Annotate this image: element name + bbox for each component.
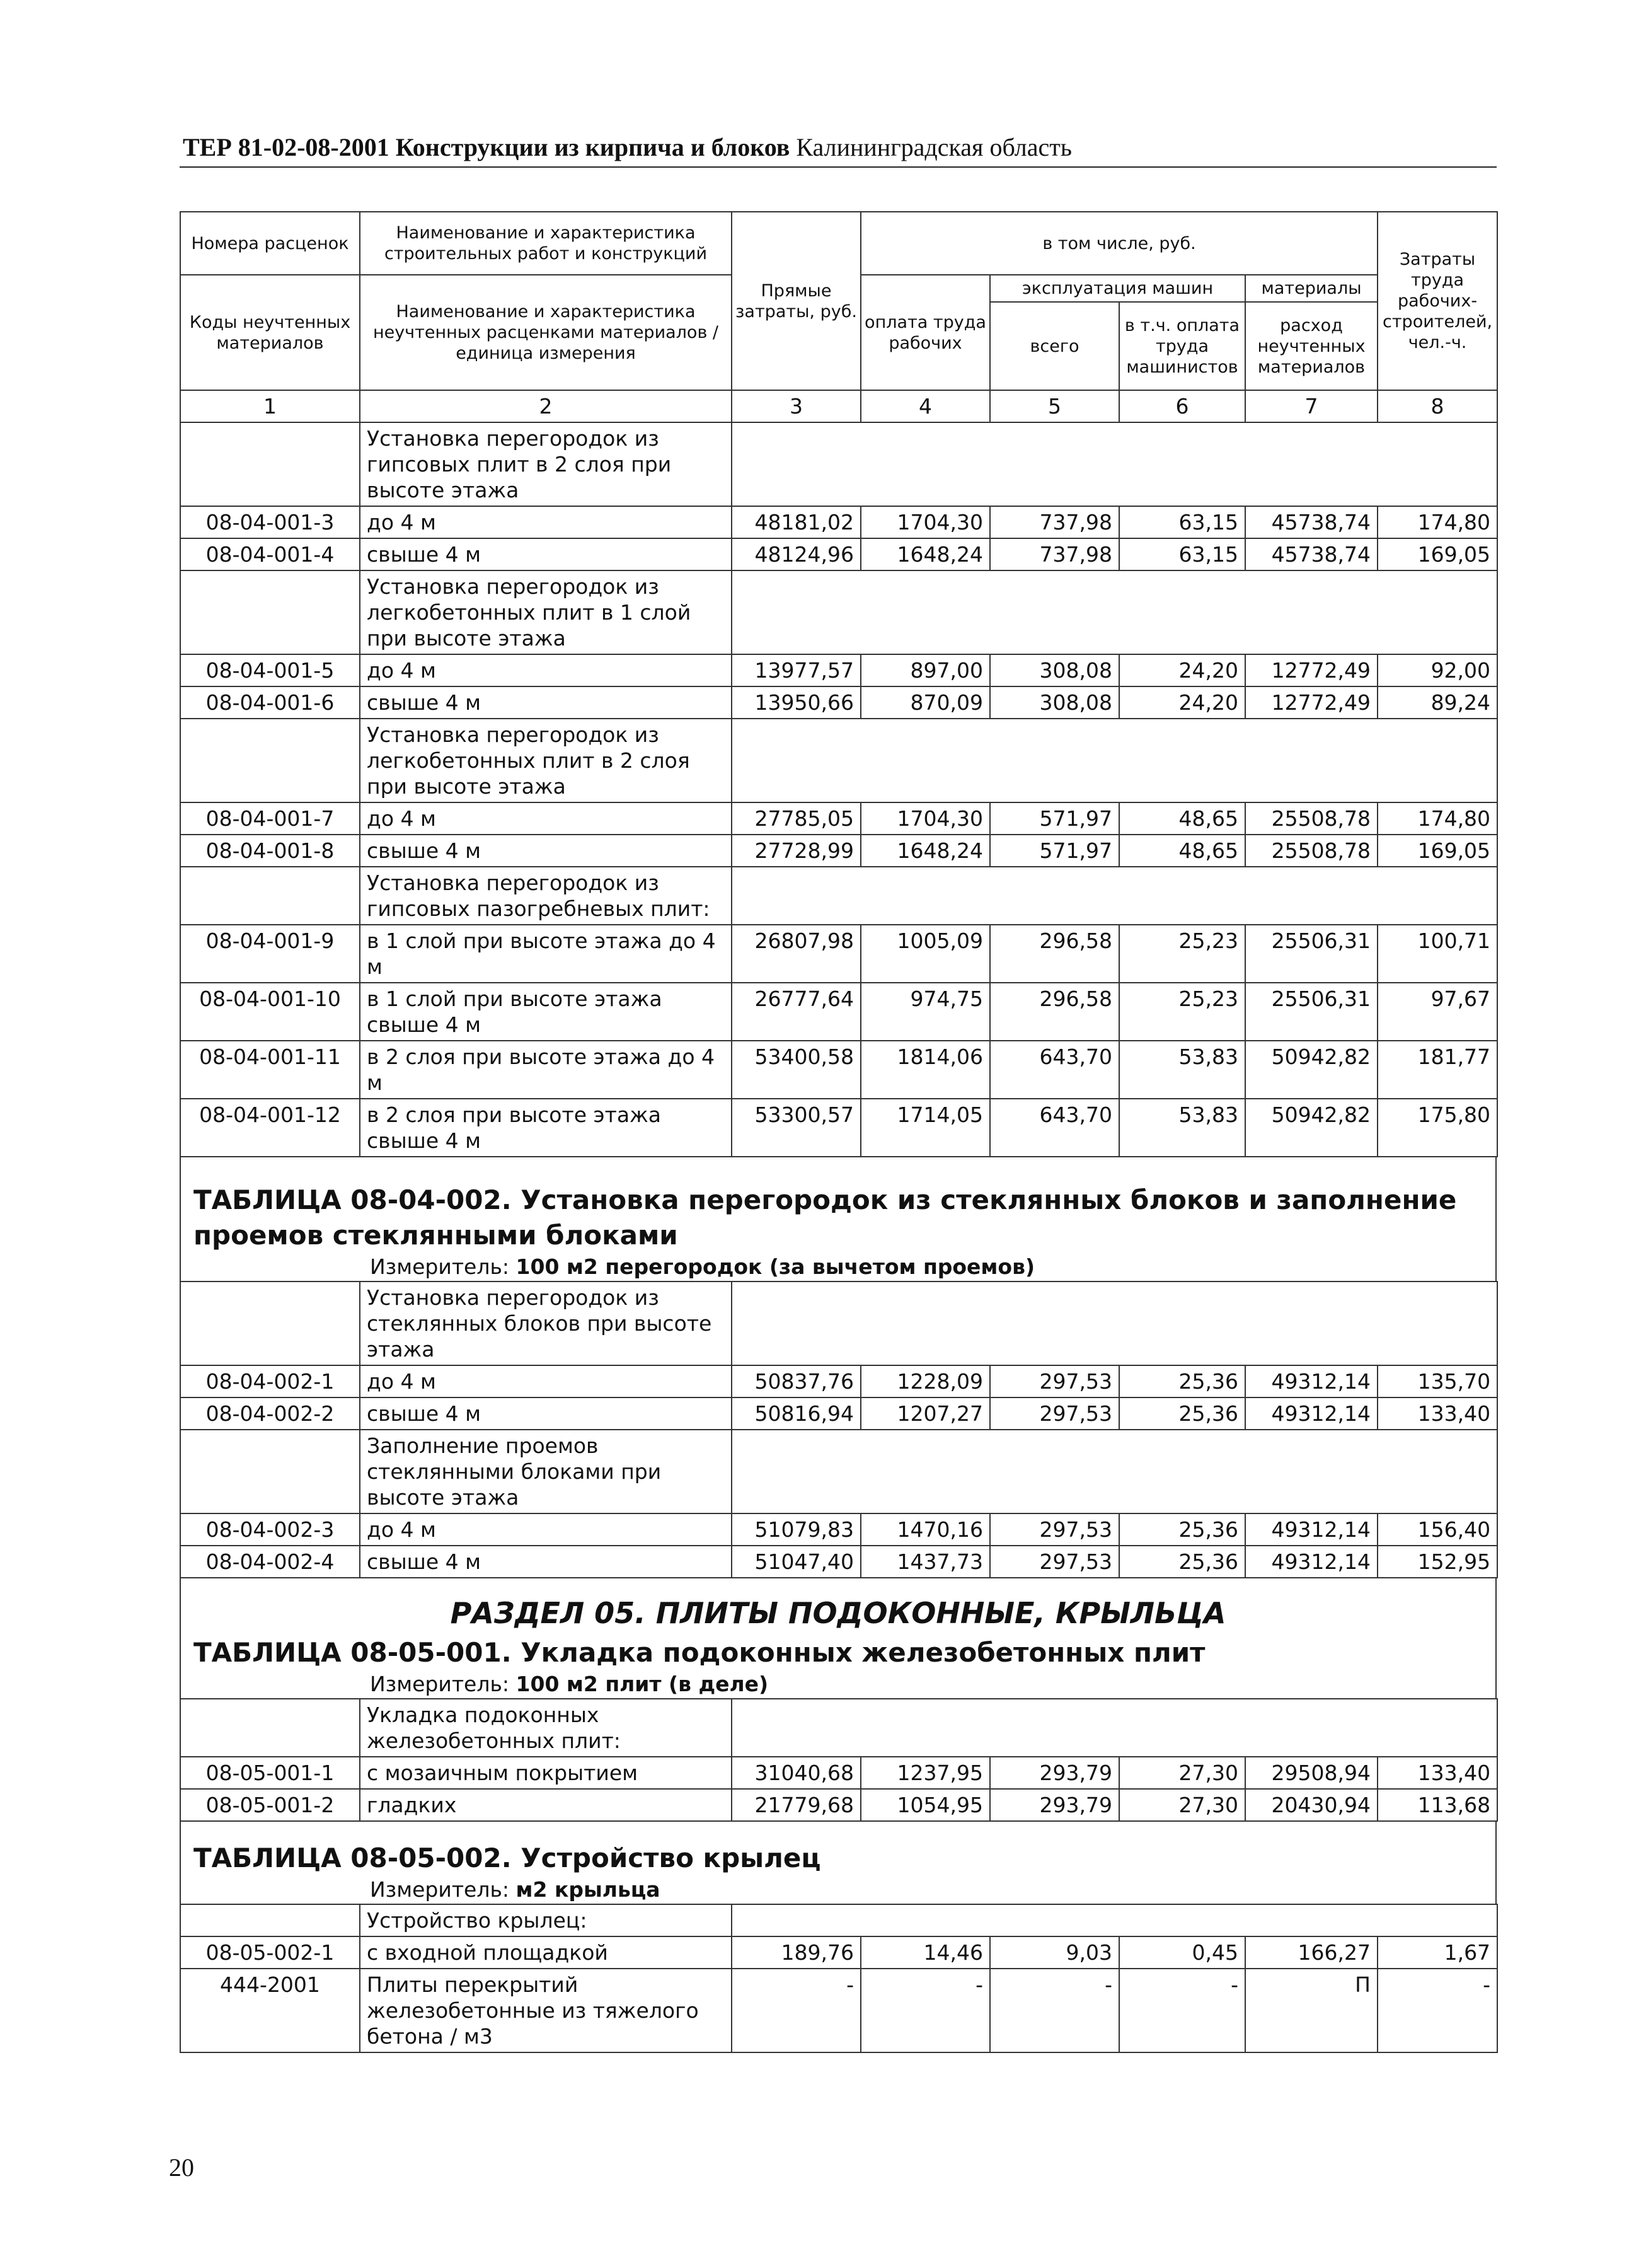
table-row bbox=[180, 802, 1497, 835]
rate-name: с мозаичным покрытием bbox=[360, 1757, 732, 1789]
rate-value: 25506,31 bbox=[1245, 983, 1378, 1041]
table-row bbox=[180, 835, 1497, 867]
group-filler-cell bbox=[732, 1904, 1497, 1936]
table-row bbox=[180, 506, 1497, 538]
group-code-cell bbox=[180, 1904, 360, 1936]
rate-code: 444-2001 bbox=[180, 1969, 360, 2052]
col4-header: оплата труда рабочих bbox=[861, 275, 990, 390]
col8-header: Затраты труда рабочих-строителей, чел.-ч. bbox=[1378, 212, 1497, 390]
rate-value: 296,58 bbox=[990, 925, 1119, 983]
rate-name: свыше 4 м bbox=[360, 1546, 732, 1578]
rate-code: 08-05-001-1 bbox=[180, 1757, 360, 1789]
measure-value: м2 крыльца bbox=[515, 1877, 660, 1902]
rate-name: свыше 4 м bbox=[360, 686, 732, 719]
table-08-05-001 bbox=[180, 1698, 1498, 1822]
rate-value: 49312,14 bbox=[1245, 1513, 1378, 1546]
rate-value: 1704,30 bbox=[861, 506, 990, 538]
rate-value: 51047,40 bbox=[732, 1546, 861, 1578]
table-08-04-001-body bbox=[180, 422, 1497, 1157]
rate-value: 25,36 bbox=[1119, 1397, 1245, 1430]
rate-value: 31040,68 bbox=[732, 1757, 861, 1789]
group-filler-cell bbox=[732, 1430, 1497, 1513]
group-code-cell bbox=[180, 867, 360, 925]
table-row bbox=[180, 1757, 1497, 1789]
group-title: Установка перегородок из легкобетонных плит в 2 слоя при высоте этажа bbox=[360, 719, 732, 802]
rate-value: 156,40 bbox=[1378, 1513, 1497, 1546]
group-filler-cell bbox=[732, 422, 1497, 506]
rate-value: 49312,14 bbox=[1245, 1365, 1378, 1397]
rate-value: 152,95 bbox=[1378, 1546, 1497, 1578]
header-region: Калининградская область bbox=[796, 133, 1072, 161]
group-code-cell bbox=[180, 719, 360, 802]
rate-code: 08-04-001-8 bbox=[180, 835, 360, 867]
header-code: ТЕР 81-02-08-2001 bbox=[183, 133, 389, 161]
rate-value: 53300,57 bbox=[732, 1099, 861, 1157]
table-row bbox=[180, 1365, 1497, 1397]
rate-value: 29508,94 bbox=[1245, 1757, 1378, 1789]
rate-value: 26777,64 bbox=[732, 983, 861, 1041]
rate-value: 12772,49 bbox=[1245, 686, 1378, 719]
rate-value: 48124,96 bbox=[732, 538, 861, 570]
col2-top-header: Наименование и характеристика строительных работ и конструкций bbox=[360, 212, 732, 275]
materials-header: материалы bbox=[1245, 275, 1378, 302]
table-08-05-002-heading bbox=[180, 1822, 1497, 1904]
rate-name: в 2 слоя при высоте этажа свыше 4 м bbox=[360, 1099, 732, 1157]
rate-value: 293,79 bbox=[990, 1757, 1119, 1789]
rate-value: 1054,95 bbox=[861, 1789, 990, 1821]
rate-value: - bbox=[1119, 1969, 1245, 2052]
header-title: Конструкции из кирпича и блоков bbox=[395, 133, 790, 161]
rate-value: 51079,83 bbox=[732, 1513, 861, 1546]
rate-value: 25506,31 bbox=[1245, 925, 1378, 983]
rate-code: 08-05-002-1 bbox=[180, 1936, 360, 1969]
rate-value: 13950,66 bbox=[732, 686, 861, 719]
rate-value: 308,08 bbox=[990, 686, 1119, 719]
rate-value: 24,20 bbox=[1119, 686, 1245, 719]
group-header-row bbox=[180, 1904, 1497, 1936]
rate-value: 25508,78 bbox=[1245, 835, 1378, 867]
rate-value: 974,75 bbox=[861, 983, 990, 1041]
rate-value: 135,70 bbox=[1378, 1365, 1497, 1397]
rate-value: 48,65 bbox=[1119, 835, 1245, 867]
rate-name: с входной площадкой bbox=[360, 1936, 732, 1969]
col-number: 4 bbox=[861, 390, 990, 422]
rate-name: в 1 слой при высоте этажа до 4 м bbox=[360, 925, 732, 983]
table-row bbox=[180, 1099, 1497, 1157]
rate-value: 643,70 bbox=[990, 1099, 1119, 1157]
rate-value: 1,67 bbox=[1378, 1936, 1497, 1969]
table-08-04-002-heading bbox=[180, 1183, 1497, 1281]
rate-value: 737,98 bbox=[990, 506, 1119, 538]
rate-value: - bbox=[1378, 1969, 1497, 2052]
measure-value: 100 м2 перегородок (за вычетом проемов) bbox=[515, 1254, 1035, 1279]
group-code-cell bbox=[180, 1430, 360, 1513]
table-row bbox=[180, 1397, 1497, 1430]
table-08-04-002 bbox=[180, 1281, 1498, 1578]
rate-code: 08-04-001-4 bbox=[180, 538, 360, 570]
col-number: 5 bbox=[990, 390, 1119, 422]
group-title: Устройство крылец: bbox=[360, 1904, 732, 1936]
measure-value: 100 м2 плит (в деле) bbox=[515, 1672, 769, 1696]
rate-value: 1714,05 bbox=[861, 1099, 990, 1157]
group-title: Укладка подоконных железобетонных плит: bbox=[360, 1699, 732, 1757]
rate-value: 14,46 bbox=[861, 1936, 990, 1969]
rate-value: 100,71 bbox=[1378, 925, 1497, 983]
rate-code: 08-04-001-12 bbox=[180, 1099, 360, 1157]
rate-code: 08-04-001-3 bbox=[180, 506, 360, 538]
rate-value: - bbox=[732, 1969, 861, 2052]
rate-value: 63,15 bbox=[1119, 506, 1245, 538]
rate-value: 25,36 bbox=[1119, 1546, 1245, 1578]
rate-value: 48181,02 bbox=[732, 506, 861, 538]
rate-value: 89,24 bbox=[1378, 686, 1497, 719]
group-title: Заполнение проемов стеклянными блоками при высоте этажа bbox=[360, 1430, 732, 1513]
rate-value: 25,36 bbox=[1119, 1513, 1245, 1546]
rate-value: 20430,94 bbox=[1245, 1789, 1378, 1821]
table-row bbox=[180, 1513, 1497, 1546]
rate-value: 21779,68 bbox=[732, 1789, 861, 1821]
col-number: 8 bbox=[1378, 390, 1497, 422]
table-row bbox=[180, 1546, 1497, 1578]
rate-value: 1207,27 bbox=[861, 1397, 990, 1430]
rate-value: 49312,14 bbox=[1245, 1397, 1378, 1430]
group-header-row bbox=[180, 1430, 1497, 1513]
rates-document bbox=[180, 211, 1497, 2053]
col-number: 3 bbox=[732, 390, 861, 422]
rate-value: 9,03 bbox=[990, 1936, 1119, 1969]
group-filler-cell bbox=[732, 1699, 1497, 1757]
rate-code: 08-04-002-3 bbox=[180, 1513, 360, 1546]
incl-header: в том числе, руб. bbox=[861, 212, 1378, 275]
group-code-cell bbox=[180, 1282, 360, 1365]
table-title: ТАБЛИЦА 08-05-002. Устройство крылец bbox=[193, 1843, 821, 1873]
table-row bbox=[180, 983, 1497, 1041]
rate-name: гладких bbox=[360, 1789, 732, 1821]
rate-value: 25,36 bbox=[1119, 1365, 1245, 1397]
rate-value: 53,83 bbox=[1119, 1041, 1245, 1099]
measure-label: Измеритель: bbox=[370, 1877, 510, 1902]
col2-bottom-header: Наименование и характеристика неучтенных расценками материалов / единица измерения bbox=[360, 275, 732, 390]
group-code-cell bbox=[180, 1699, 360, 1757]
rate-code: 08-04-001-11 bbox=[180, 1041, 360, 1099]
rate-value: 174,80 bbox=[1378, 506, 1497, 538]
rate-value: 27,30 bbox=[1119, 1757, 1245, 1789]
group-filler-cell bbox=[732, 867, 1497, 925]
col7-header: расход неучтенных материалов bbox=[1245, 302, 1378, 390]
rate-value: - bbox=[990, 1969, 1119, 2052]
group-code-cell bbox=[180, 570, 360, 654]
rate-value: 296,58 bbox=[990, 983, 1119, 1041]
rate-value: 27,30 bbox=[1119, 1789, 1245, 1821]
rate-value: 643,70 bbox=[990, 1041, 1119, 1099]
rate-value: 169,05 bbox=[1378, 538, 1497, 570]
rate-value: 25,23 bbox=[1119, 983, 1245, 1041]
machines-header: эксплуатация машин bbox=[990, 275, 1245, 302]
col6-header: в т.ч. оплата труда машинистов bbox=[1119, 302, 1245, 390]
col-number: 1 bbox=[180, 390, 360, 422]
col1-bottom-header: Коды неучтенных материалов bbox=[180, 275, 360, 390]
rate-value: 293,79 bbox=[990, 1789, 1119, 1821]
rate-value: 0,45 bbox=[1119, 1936, 1245, 1969]
measure-line bbox=[193, 1253, 1483, 1281]
rate-value: 24,20 bbox=[1119, 654, 1245, 686]
rate-code: 08-05-001-2 bbox=[180, 1789, 360, 1821]
group-header-row bbox=[180, 1699, 1497, 1757]
rate-value: 49312,14 bbox=[1245, 1546, 1378, 1578]
col-number: 2 bbox=[360, 390, 732, 422]
group-header-row bbox=[180, 867, 1497, 925]
rate-value: 870,09 bbox=[861, 686, 990, 719]
rate-name: в 2 слоя при высоте этажа до 4 м bbox=[360, 1041, 732, 1099]
rate-name: свыше 4 м bbox=[360, 835, 732, 867]
rate-name: свыше 4 м bbox=[360, 538, 732, 570]
rate-value: 297,53 bbox=[990, 1513, 1119, 1546]
table-title: ТАБЛИЦА 08-04-002. Установка перегородок из стеклянных блоков и заполнение проемов стеклянными блоками bbox=[193, 1184, 1457, 1251]
rate-value: 1814,06 bbox=[861, 1041, 990, 1099]
rate-value: 53,83 bbox=[1119, 1099, 1245, 1157]
measure-label: Измеритель: bbox=[370, 1254, 510, 1279]
rate-value: 1648,24 bbox=[861, 835, 990, 867]
rate-name: до 4 м bbox=[360, 1513, 732, 1546]
page-header bbox=[183, 132, 1072, 162]
rate-value: 50942,82 bbox=[1245, 1099, 1378, 1157]
table-row bbox=[180, 538, 1497, 570]
rate-value: 189,76 bbox=[732, 1936, 861, 1969]
rate-code: 08-04-002-2 bbox=[180, 1397, 360, 1430]
rate-name: Плиты перекрытий железобетонные из тяжелого бетона / м3 bbox=[360, 1969, 732, 2052]
rate-value: 50942,82 bbox=[1245, 1041, 1378, 1099]
rate-value: 50816,94 bbox=[732, 1397, 861, 1430]
rate-value: 97,67 bbox=[1378, 983, 1497, 1041]
rate-value: 133,40 bbox=[1378, 1757, 1497, 1789]
col1-top-header: Номера расценок bbox=[180, 212, 360, 275]
rate-value: 174,80 bbox=[1378, 802, 1497, 835]
rate-code: 08-04-001-6 bbox=[180, 686, 360, 719]
group-title: Установка перегородок из гипсовых плит в 2 слоя при высоте этажа bbox=[360, 422, 732, 506]
group-header-row bbox=[180, 422, 1497, 506]
column-number-row bbox=[180, 390, 1497, 422]
rate-value: 1005,09 bbox=[861, 925, 990, 983]
rate-value: 25,23 bbox=[1119, 925, 1245, 983]
group-header-row bbox=[180, 570, 1497, 654]
rate-value: 92,00 bbox=[1378, 654, 1497, 686]
rate-name: в 1 слой при высоте этажа свыше 4 м bbox=[360, 983, 732, 1041]
rate-value: 297,53 bbox=[990, 1546, 1119, 1578]
group-filler-cell bbox=[732, 1282, 1497, 1365]
rate-value: 1237,95 bbox=[861, 1757, 990, 1789]
rate-value: 12772,49 bbox=[1245, 654, 1378, 686]
rate-value: 297,53 bbox=[990, 1397, 1119, 1430]
rate-value: 181,77 bbox=[1378, 1041, 1497, 1099]
section-title: РАЗДЕЛ 05. ПЛИТЫ ПОДОКОННЫЕ, КРЫЛЬЦА bbox=[450, 1596, 1226, 1630]
group-filler-cell bbox=[732, 570, 1497, 654]
table-row bbox=[180, 686, 1497, 719]
group-filler-cell bbox=[732, 719, 1497, 802]
rate-value: 166,27 bbox=[1245, 1936, 1378, 1969]
spacer bbox=[180, 1157, 1497, 1183]
col3-header: Прямые затраты, руб. bbox=[732, 212, 861, 390]
table-08-05-002 bbox=[180, 1904, 1498, 2053]
rate-code: 08-04-001-7 bbox=[180, 802, 360, 835]
col5-header: всего bbox=[990, 302, 1119, 390]
group-title: Установка перегородок из стеклянных блоков при высоте этажа bbox=[360, 1282, 732, 1365]
rate-value: 63,15 bbox=[1119, 538, 1245, 570]
section-05-heading-block bbox=[180, 1578, 1497, 1698]
rate-value: 1470,16 bbox=[861, 1513, 990, 1546]
group-header-row bbox=[180, 1282, 1497, 1365]
rate-value: 308,08 bbox=[990, 654, 1119, 686]
group-title: Установка перегородок из легкобетонных плит в 1 слой при высоте этажа bbox=[360, 570, 732, 654]
group-title: Установка перегородок из гипсовых пазогребневых плит: bbox=[360, 867, 732, 925]
rate-value: 571,97 bbox=[990, 835, 1119, 867]
col-number: 6 bbox=[1119, 390, 1245, 422]
rate-value: 1648,24 bbox=[861, 538, 990, 570]
rate-name: до 4 м bbox=[360, 802, 732, 835]
rate-code: 08-04-002-1 bbox=[180, 1365, 360, 1397]
table-row bbox=[180, 1969, 1497, 2052]
header-rule bbox=[180, 166, 1497, 168]
rate-value: 571,97 bbox=[990, 802, 1119, 835]
rate-value: 297,53 bbox=[990, 1365, 1119, 1397]
rate-name: до 4 м bbox=[360, 654, 732, 686]
rate-code: 08-04-001-5 bbox=[180, 654, 360, 686]
rate-value: 50837,76 bbox=[732, 1365, 861, 1397]
group-code-cell bbox=[180, 422, 360, 506]
rate-code: 08-04-002-4 bbox=[180, 1546, 360, 1578]
table-row bbox=[180, 1936, 1497, 1969]
rate-value: 897,00 bbox=[861, 654, 990, 686]
table-row bbox=[180, 1789, 1497, 1821]
measure-line bbox=[193, 1670, 1483, 1698]
rate-value: 27728,99 bbox=[732, 835, 861, 867]
rate-value: 169,05 bbox=[1378, 835, 1497, 867]
rate-value: 27785,05 bbox=[732, 802, 861, 835]
rate-value: 45738,74 bbox=[1245, 506, 1378, 538]
table-row bbox=[180, 925, 1497, 983]
rate-value: 133,40 bbox=[1378, 1397, 1497, 1430]
table-row bbox=[180, 1041, 1497, 1099]
rate-value: 737,98 bbox=[990, 538, 1119, 570]
measure-line bbox=[193, 1876, 1483, 1904]
rate-value: 1228,09 bbox=[861, 1365, 990, 1397]
rate-value: П bbox=[1245, 1969, 1378, 2052]
rate-value: 1437,73 bbox=[861, 1546, 990, 1578]
rate-value: 113,68 bbox=[1378, 1789, 1497, 1821]
rate-value: 53400,58 bbox=[732, 1041, 861, 1099]
table-row bbox=[180, 654, 1497, 686]
rate-name: свыше 4 м bbox=[360, 1397, 732, 1430]
rate-value: - bbox=[861, 1969, 990, 2052]
group-header-row bbox=[180, 719, 1497, 802]
rate-value: 175,80 bbox=[1378, 1099, 1497, 1157]
rate-value: 1704,30 bbox=[861, 802, 990, 835]
rate-value: 13977,57 bbox=[732, 654, 861, 686]
col-number: 7 bbox=[1245, 390, 1378, 422]
rate-name: до 4 м bbox=[360, 506, 732, 538]
rate-value: 48,65 bbox=[1119, 802, 1245, 835]
measure-label: Измеритель: bbox=[370, 1672, 510, 1696]
rate-name: до 4 м bbox=[360, 1365, 732, 1397]
column-header-table bbox=[180, 211, 1498, 1157]
rate-code: 08-04-001-10 bbox=[180, 983, 360, 1041]
page-number: 20 bbox=[169, 2153, 194, 2182]
rate-value: 25508,78 bbox=[1245, 802, 1378, 835]
rate-value: 26807,98 bbox=[732, 925, 861, 983]
rate-code: 08-04-001-9 bbox=[180, 925, 360, 983]
rate-value: 45738,74 bbox=[1245, 538, 1378, 570]
table-title: ТАБЛИЦА 08-05-001. Укладка подоконных железобетонных плит bbox=[193, 1637, 1206, 1668]
